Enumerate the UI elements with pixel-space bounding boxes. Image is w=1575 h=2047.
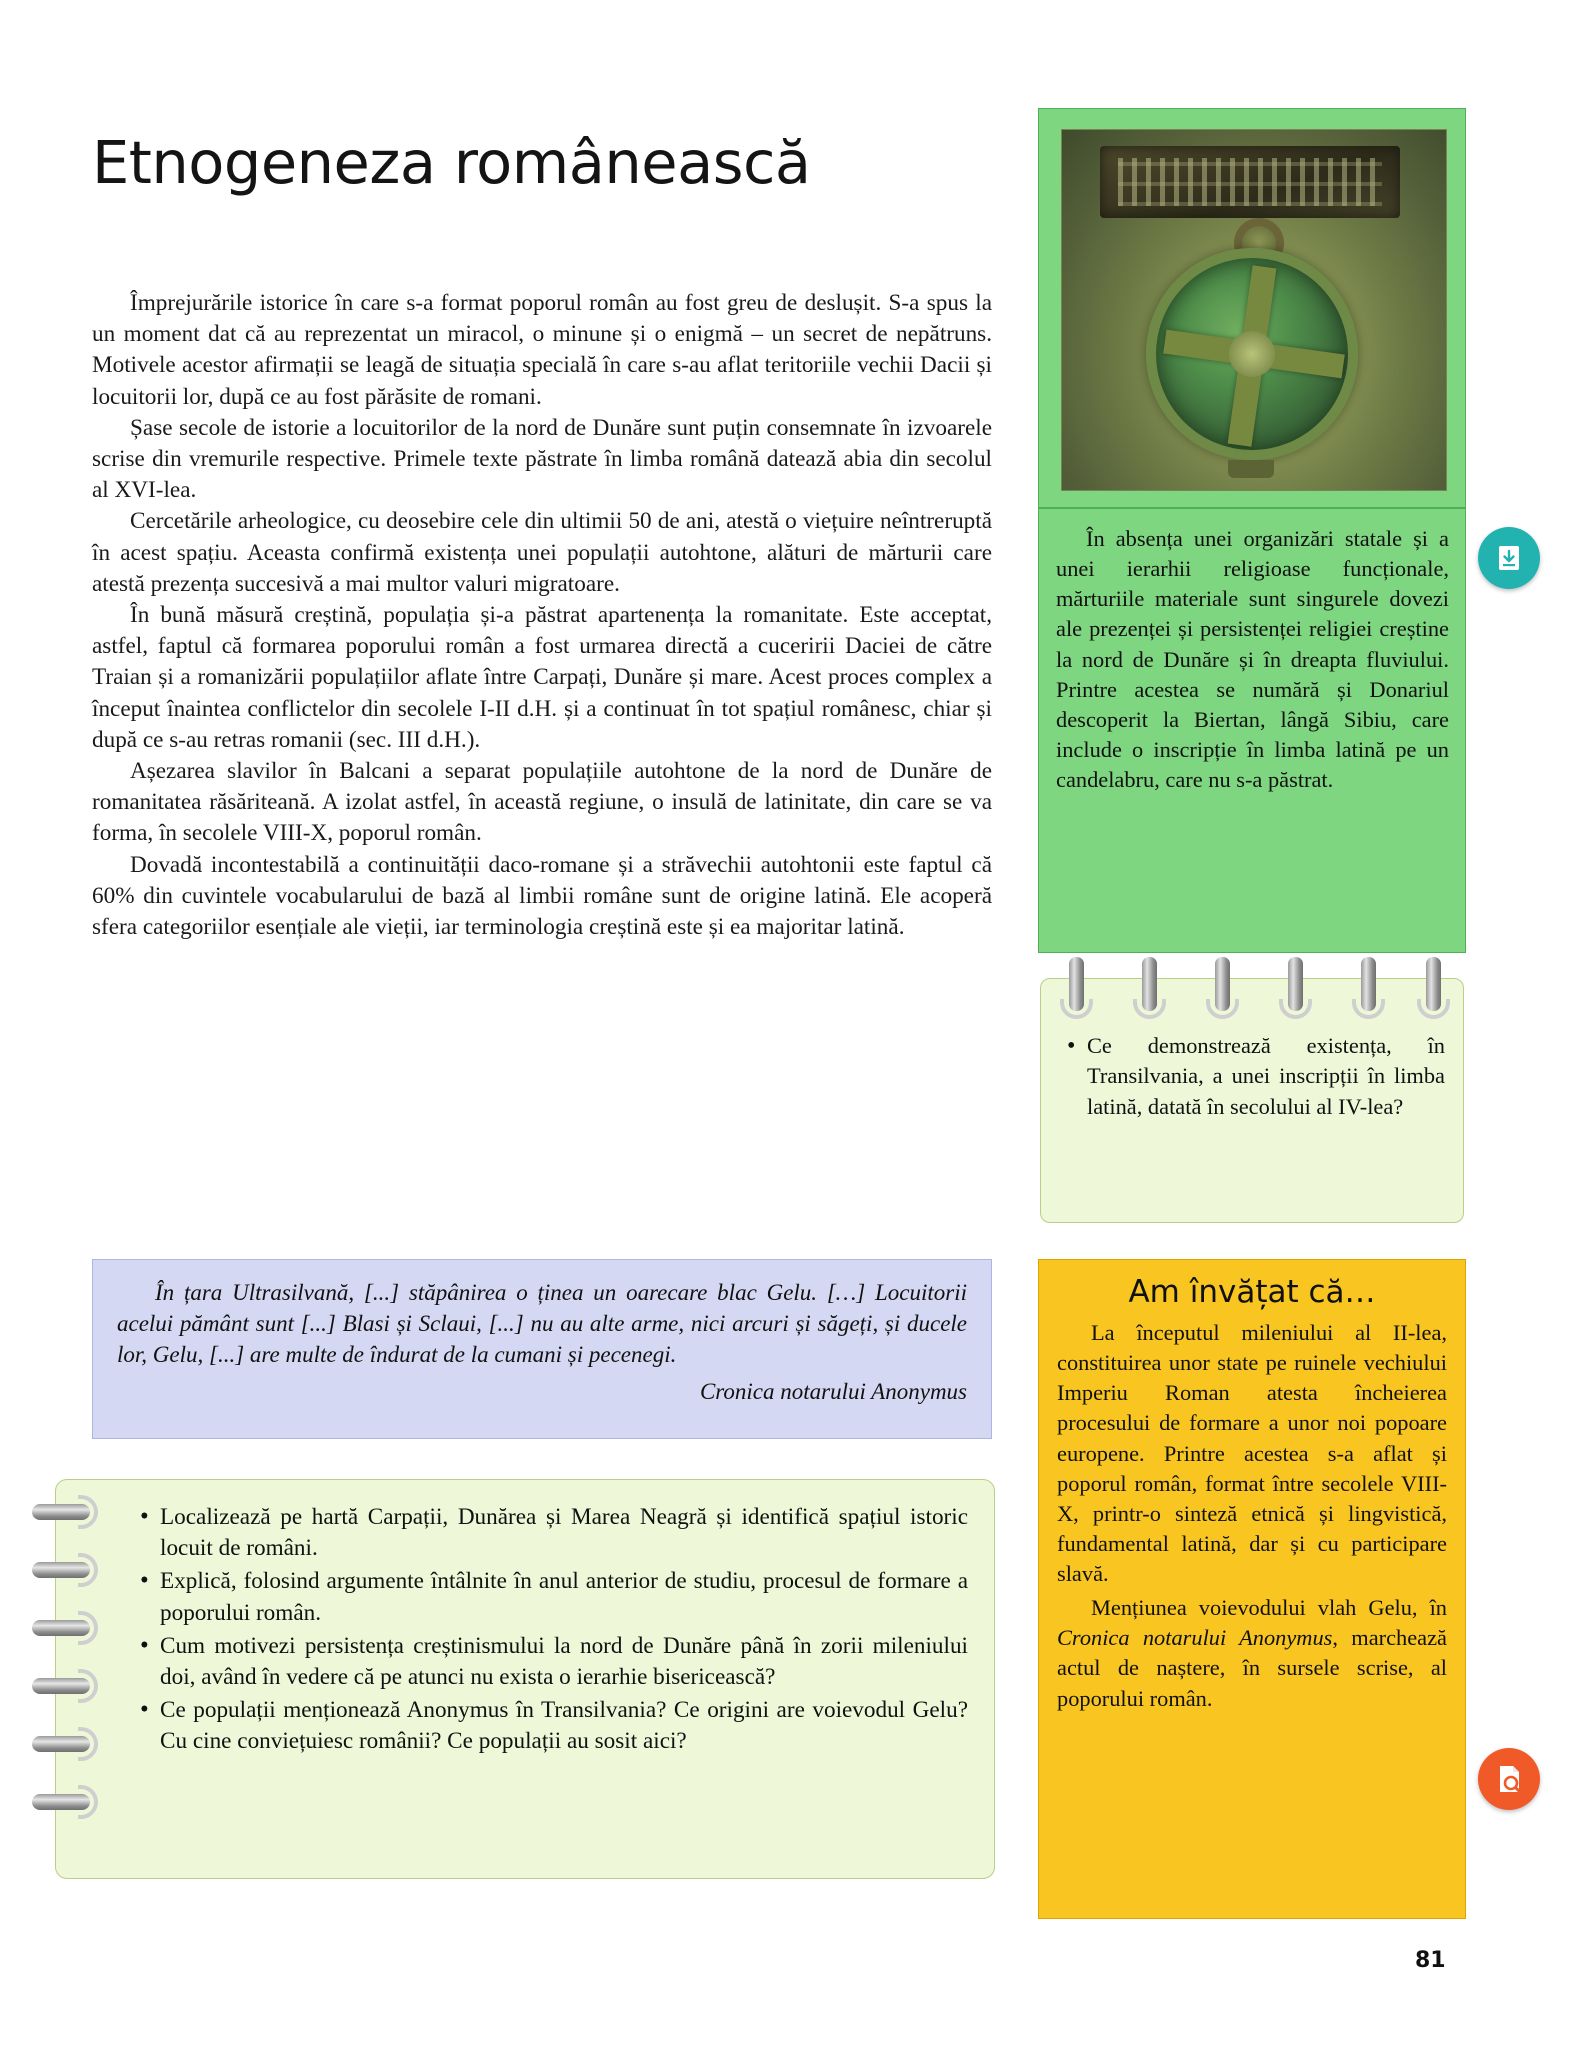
list-item: • Ce populații menționează Anonymus în Transilvania? Ce origini are voievodul Gelu? Cu cine conviețuiesc românii? Ce populații au sosit aici? [160, 1695, 968, 1757]
quote-source: Cronica notarului Anonymus [699, 1378, 967, 1404]
paragraph: Cercetările arheologice, cu deosebire cele din ultimii 50 de ani, atestă o viețuire neîntreruptă în acest spațiu. Aceasta confirmă existența unei populații autohtone, alături de mărturii care atestă prezența succesivă a mai multor valuri migratoare. [92, 508, 992, 597]
chi-rho-disc-shape [1146, 248, 1358, 460]
artifact-caption-box [1038, 508, 1466, 953]
learned-summary-title: Am învățat că… [1128, 1274, 1376, 1310]
notepad-ring [32, 1736, 90, 1752]
tasks-notepad [55, 1479, 995, 1879]
notepad-ring [32, 1620, 90, 1636]
paragraph: Așezarea slavilor în Balcani a separat populațiile autohtone de la nord de Dunăre de romanitatea răsăriteană. A izolat astfel, în această regiune, o insulă de latinitate, din care se va forma, în secolele VIII-X, poporul român. [92, 758, 992, 847]
notepad-ring [1069, 957, 1084, 1011]
download-icon [1492, 541, 1526, 575]
notepad-ring [1142, 957, 1157, 1011]
notepad-ring [1361, 957, 1376, 1011]
notepad-ring [32, 1794, 90, 1810]
source-quote-box [92, 1259, 992, 1439]
list-item: • Ce demonstrează existența, în Transilvania, a unei inscripții în limba latină, datată în secolului al IV-lea? [1087, 1031, 1445, 1122]
question-notepad [1040, 978, 1464, 1223]
quote-text: În țara Ultrasilvană, [...] stăpânirea o ținea un oarecare blac Gelu. […] Locuitorii acelui pământ sunt [...] Blasi și Sclaui, [...] nu au alte arme, nici arcuri și săgeți, și ducele lor, Gelu, [...] are multe de îndurat de la cumani și pecenegi. [117, 1280, 967, 1367]
notepad-ring [1215, 957, 1230, 1011]
document-search-icon [1492, 1762, 1526, 1796]
paragraph: Șase secole de istorie a locuitorilor de la nord de Dunăre sunt puțin consemnate în izvoarele scrise din vremurile respective. Primele texte păstrate în limba română datează abia din secolul al XVI-lea. [92, 414, 992, 504]
learned-text-part1: Mențiunea voievodului vlah Gelu, în [1091, 1595, 1447, 1621]
list-item: • Explică, folosind argumente întâlnite în anul anterior de studiu, procesul de formare a poporului român. [160, 1566, 968, 1628]
donariul-de-la-biertan-photo [1061, 129, 1447, 491]
notepad-ring [32, 1678, 90, 1694]
notepad-side-rings [32, 1504, 92, 1854]
chronicle-title: Cronica notarului Anonymus [1057, 1625, 1333, 1651]
paragraph: În bună măsură creștină, populația și-a păstrat apartenența la romanitate. Este acceptat, astfel, faptul că formarea poporului român a fost urmarea directă a cuceririi Daciei de către Traian și a romanizării populațiilor aflate între Carpați, Dunăre și mare. Acest proces complex a început înaintea conflictelor din secolele I-II d.H. și a continuat în tot spațiul românesc, chiar și după ce s-au retras romanii (sec. III d.H.). [92, 602, 992, 753]
tasks-list [136, 1502, 968, 1758]
disc-hub-shape [1229, 331, 1275, 377]
learned-text-part2: , marchează actul de naștere, în sursele scrise, al poporului român. [1057, 1625, 1447, 1711]
artifact-image-box [1038, 108, 1466, 508]
disc-foot-shape [1228, 460, 1274, 478]
question-list [1065, 1031, 1445, 1122]
learned-paragraph [1057, 1593, 1447, 1714]
list-item: • Localizează pe hartă Carpații, Dunărea și Marea Neagră și identifică spațiul istoric locuit de români. [160, 1502, 968, 1564]
notepad-ring [1426, 957, 1441, 1011]
artifact-caption-text: În absența unei organizări statale și a unei ierarhii religioase funcționale, mărturiile materiale sunt singurele dovezi ale prezenței și persistenței religiei creștine la nord de Dunăre și în dreapta fluviului. Printre acestea se numără și Donariul descoperit la Biertan, lângă Sibiu, care include o inscripție în limba latină pe un candelabru, care nu s-a păstrat. [1056, 526, 1449, 792]
learned-paragraph: La începutul mileniului al II-lea, constituirea unor state pe ruinele vechiului Imperiu Roman atesta încheierea procesului de formare a unor noi popoare europene. Printre acestea s-a aflat și poporul român, format între secolele VIII-X, printr-o sinteză etnică și lingvistică, fundamental latină, dar și cu participare slavă. [1057, 1320, 1447, 1586]
paragraph: Dovadă incontestabilă a continuității daco-romane și a străvechii autohtonii este faptul că 60% din cuvintele vocabularului de bază al limbii române sunt de origine latină. Ele acoperă sfera categoriilor esențiale ale vieții, iar terminologia creștină este și ea majoritar latină. [92, 851, 992, 941]
page-number: 81 [1415, 1948, 1446, 1973]
main-text-column [92, 288, 992, 943]
inscription-plate-shape [1100, 146, 1400, 218]
list-item: • Cum motivezi persistența creștinismului la nord de Dunăre până în zorii mileniului doi, având în vedere că pe atunci nu exista o ierarhie bisericească? [160, 1631, 968, 1693]
notepad-ring [32, 1504, 90, 1520]
notepad-rings [1041, 957, 1463, 1013]
download-button[interactable] [1478, 527, 1540, 589]
notepad-ring [1288, 957, 1303, 1011]
notepad-ring [32, 1562, 90, 1578]
page-title: Etnogeneza românească [92, 128, 811, 197]
document-search-button[interactable] [1478, 1748, 1540, 1810]
learned-summary-box [1038, 1259, 1466, 1919]
paragraph: Împrejurările istorice în care s-a format poporul român au fost greu de deslușit. S-a spus la un moment dat că au reprezentat un miracol, o minune și o enigmă – un secret de nepătruns. Motivele acestor afirmații se leagă de situația specială în care s-au aflat teritoriile vechii Dacii și locuitorii lor, după ce au fost părăsite de romani. [92, 290, 992, 410]
